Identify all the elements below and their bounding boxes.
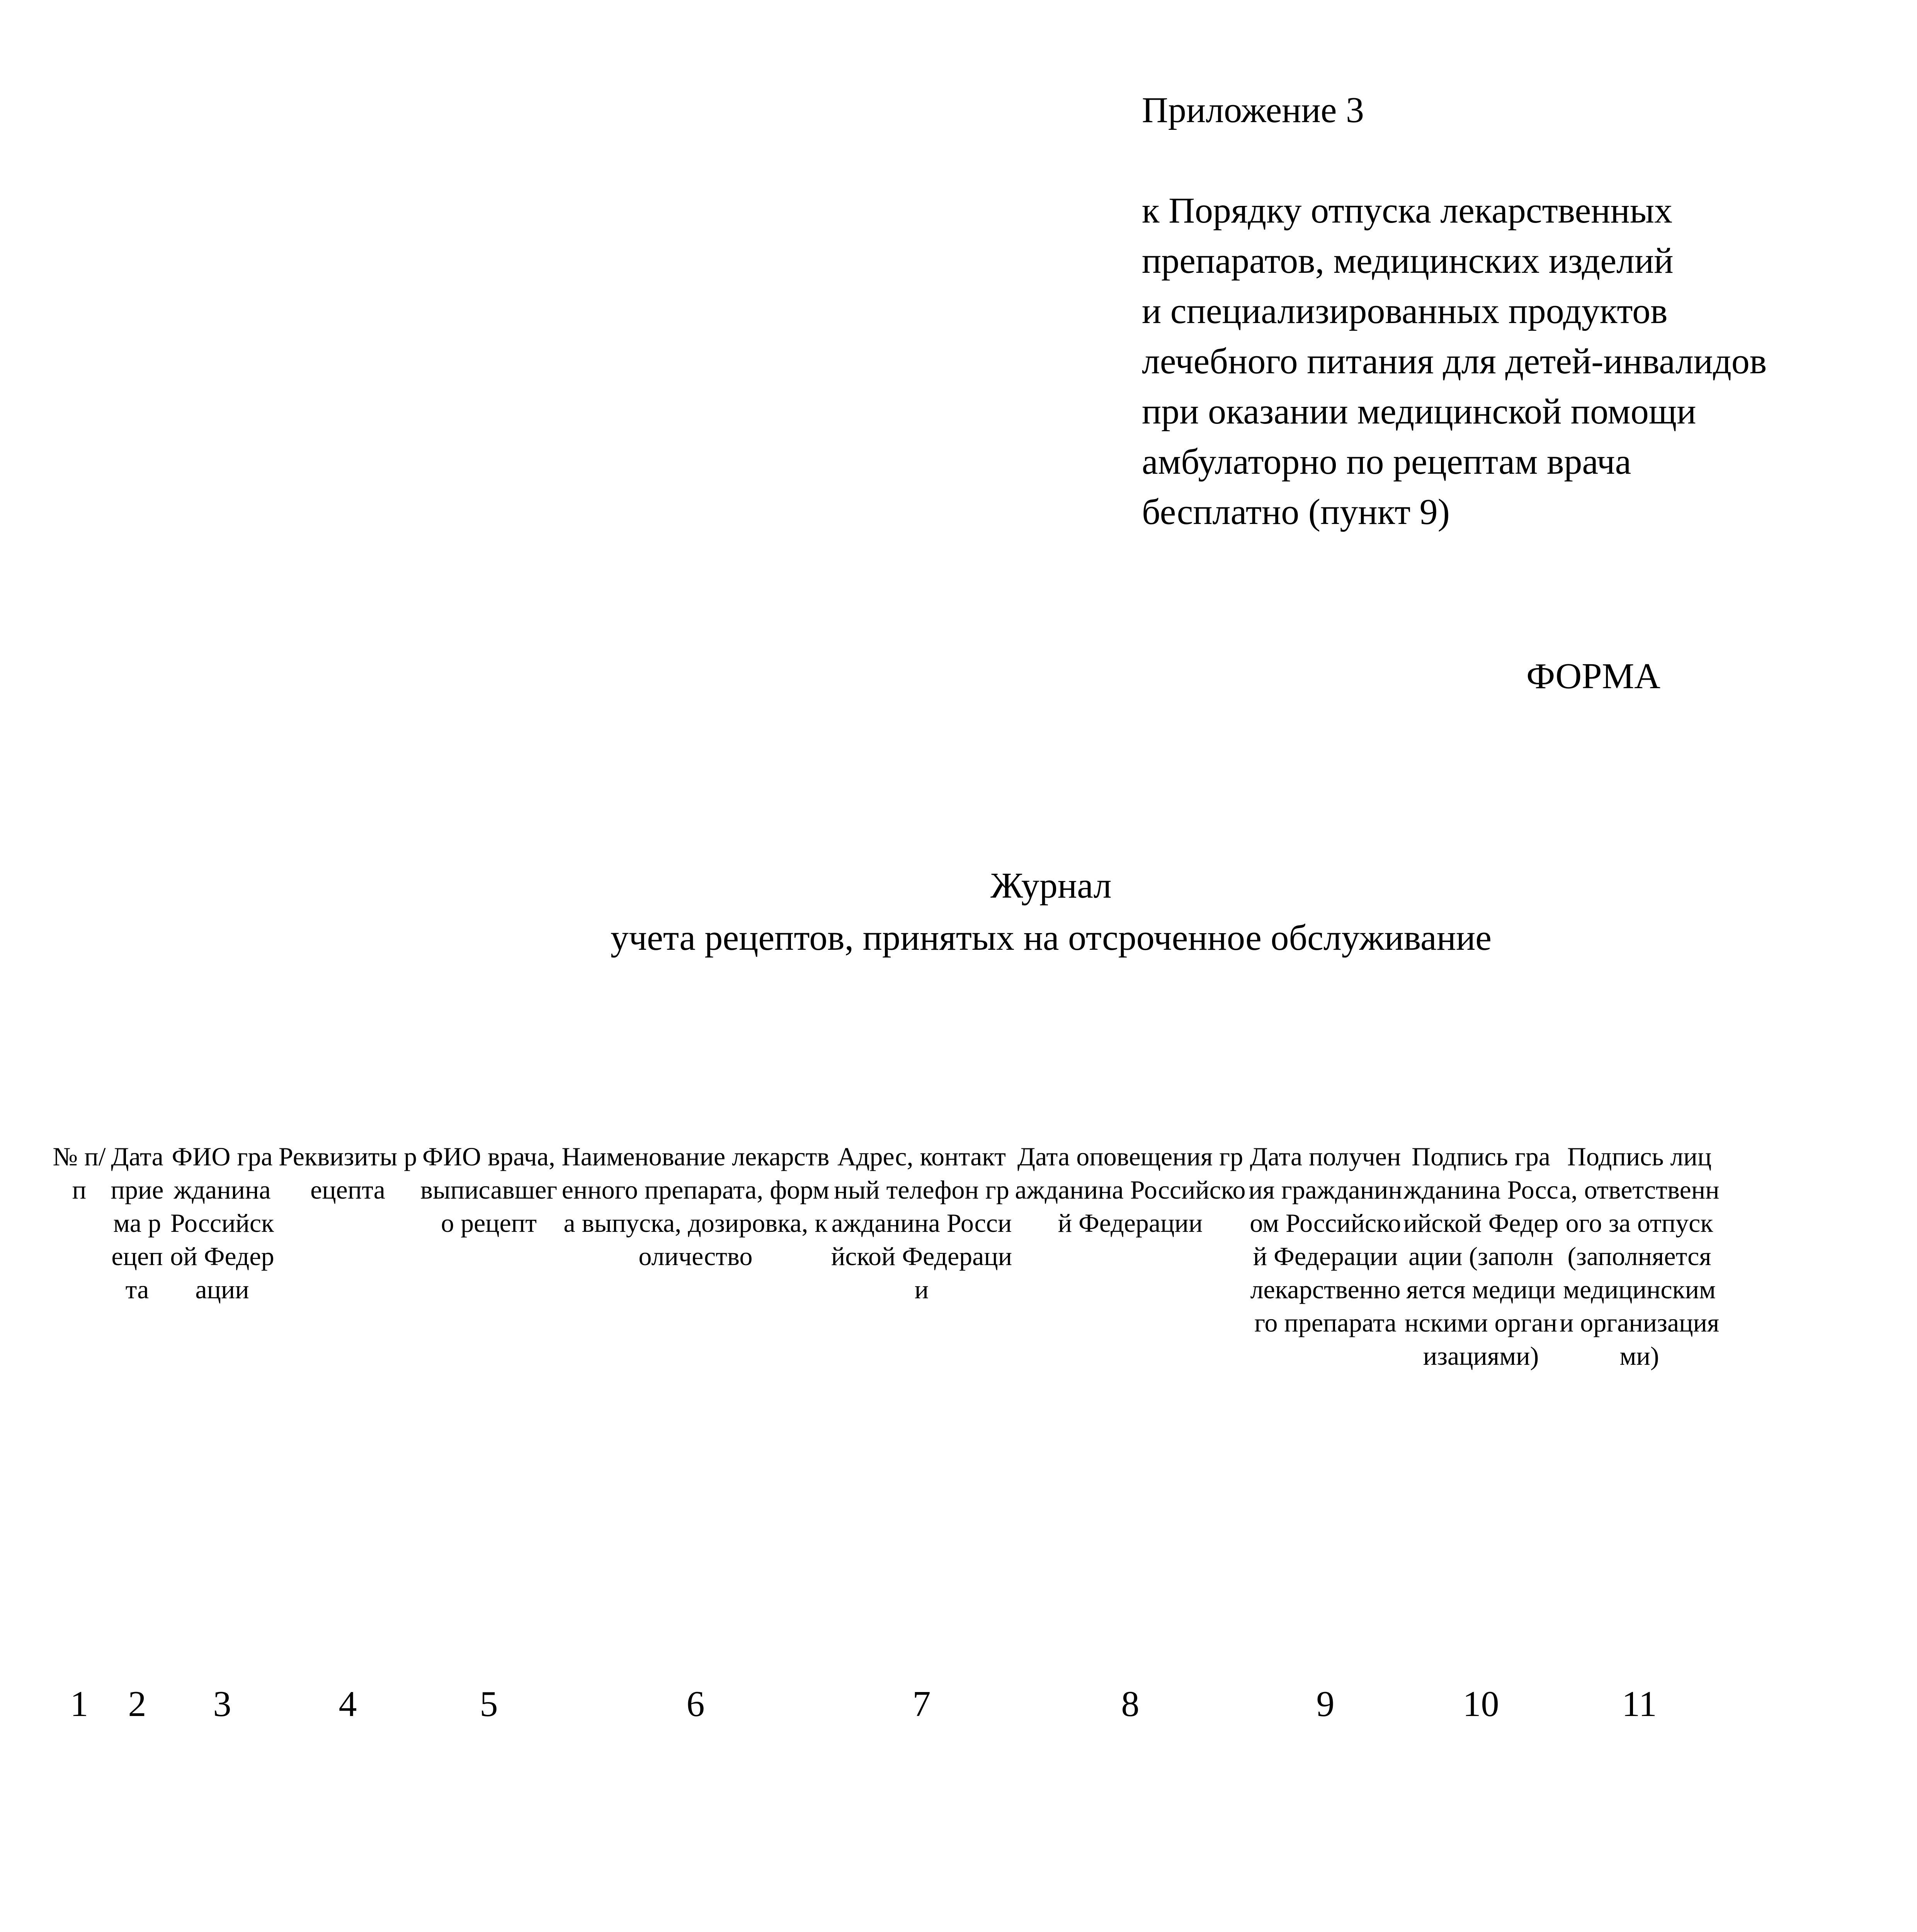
table-header-row bbox=[50, 1140, 1720, 1681]
column-number-cell: 2 bbox=[128, 1684, 146, 1724]
column-header-prescription-details: Реквизиты рецепта bbox=[278, 1142, 417, 1204]
column-header-drug-name: Наименование лекарственного препарата, форма выпуска, дозировка, количество bbox=[561, 1142, 830, 1271]
column-number-row bbox=[50, 1681, 1720, 1727]
appendix-text-line: лечебного питания для детей-инвалидов bbox=[1142, 341, 1767, 381]
column-number-cell: 11 bbox=[1622, 1684, 1657, 1724]
appendix-text-line: и специализированных продуктов bbox=[1142, 291, 1668, 331]
document-title: Журнал bbox=[990, 866, 1112, 906]
column-header-doctor-name: ФИО врача, выписавшего рецепт bbox=[420, 1142, 558, 1238]
column-header-receipt-of-drug-date: Дата получения гражданином Российской Федерации лекарственного препарата bbox=[1249, 1142, 1402, 1337]
journal-table bbox=[50, 1140, 1720, 1727]
column-number-cell: 5 bbox=[480, 1684, 498, 1724]
column-number-cell: 4 bbox=[338, 1684, 357, 1724]
column-header-citizen-name: ФИО гражданина Российской Федерации bbox=[170, 1142, 274, 1304]
appendix-text-line: к Порядку отпуска лекарственных bbox=[1142, 190, 1673, 231]
column-number-cell: 9 bbox=[1316, 1684, 1335, 1724]
column-number-cell: 1 bbox=[70, 1684, 88, 1724]
column-header-notification-date: Дата оповещения гражданина Российской Федерации bbox=[1015, 1142, 1246, 1238]
column-number-cell: 7 bbox=[912, 1684, 931, 1724]
appendix-block bbox=[1142, 85, 1876, 537]
document-title-block bbox=[0, 860, 1917, 964]
form-label: ФОРМА bbox=[1526, 656, 1661, 696]
column-header-address-phone: Адрес, контактный телефон гражданина Российской Федерации bbox=[831, 1142, 1012, 1304]
appendix-number: Приложение 3 bbox=[1142, 90, 1364, 130]
column-header-number: № п/п bbox=[53, 1142, 106, 1204]
column-number-cell: 3 bbox=[213, 1684, 231, 1724]
column-header-citizen-signature: Подпись гражданина Российской Федерации (заполняется медицинскими организациями) bbox=[1403, 1142, 1559, 1371]
appendix-text-line: при оказании медицинской помощи bbox=[1142, 391, 1696, 432]
column-number-cell: 6 bbox=[686, 1684, 705, 1724]
column-number-cell: 10 bbox=[1463, 1684, 1499, 1724]
appendix-text-line: амбулаторно по рецептам врача bbox=[1142, 442, 1631, 482]
column-number-cell: 8 bbox=[1121, 1684, 1140, 1724]
appendix-text-line: бесплатно (пункт 9) bbox=[1142, 492, 1450, 532]
document-subtitle: учета рецептов, принятых на отсроченное обслуживание bbox=[610, 918, 1492, 958]
column-header-responsible-signature: Подпись лица, ответственного за отпуск (заполняется медицинскими организациями) bbox=[1559, 1142, 1720, 1371]
appendix-text-line: препаратов, медицинских изделий bbox=[1142, 241, 1674, 281]
column-header-receipt-date: Дата приема рецепта bbox=[111, 1142, 164, 1304]
